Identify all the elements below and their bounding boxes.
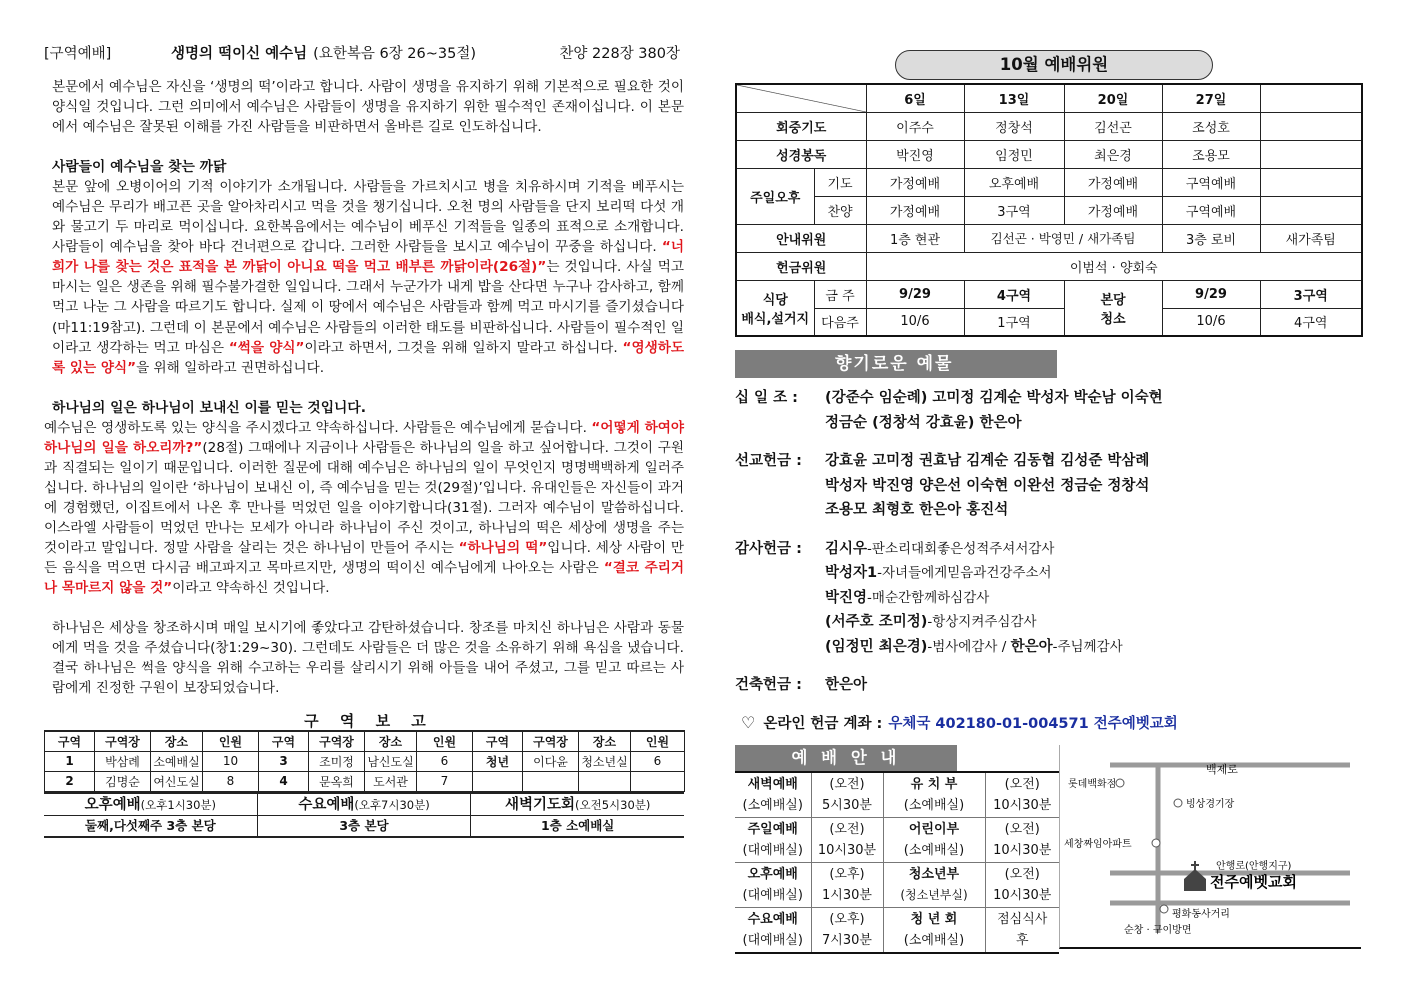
guide-title: 예 배 안 내	[735, 745, 957, 771]
duty-cell: 김선곤	[1064, 112, 1162, 140]
thanks-label: 감사헌금 :	[735, 540, 802, 557]
guide-main: (오전)	[1004, 866, 1040, 882]
report-cell: 소예배실	[151, 751, 203, 771]
corner-cell	[736, 84, 866, 112]
report-cell: 6	[631, 751, 685, 771]
sermon-paragraph-4: 하나님은 세상을 창조하시며 매일 보시기에 좋았다고 감탄하셨습니다. 창조를 마치신 하나님은 사람과 동물에게 먹을 것을 주셨습니다(창1:29~30). 그런데도 사람들은 더 많은 것을 소유하기 위해 욕심을 냈습니다. 결국 하나님은 썩을 양식을 위해 수고하는 우리를 살리시기 위해 아들을 내어 주셨고, 그를 믿고 따르는 사람에게 진정한 구원이 보장되었습니다.	[52, 620, 684, 697]
name-line	[825, 561, 1361, 586]
sub-label: 금 주	[814, 280, 866, 308]
duty-cell	[1260, 140, 1362, 168]
map-label-rink: 빙상경기장	[1186, 798, 1235, 810]
guide-and-map	[735, 745, 1361, 954]
report-cell: 2	[45, 771, 95, 791]
table-row	[736, 252, 1362, 280]
service-place: 3층 본당	[339, 817, 389, 833]
account-number: 우체국 402180-01-004571 전주예벳교회	[888, 715, 1178, 732]
guide-cell	[883, 772, 985, 818]
duty-cell	[1260, 196, 1362, 224]
guide-sub: 7시30분	[822, 932, 872, 948]
offerings-band: 향기로운 예물	[735, 350, 1057, 378]
guide-table	[735, 771, 1059, 954]
sermon-title: 생명의 떡이신 예수님	[171, 46, 308, 62]
clean-label-1: 본당	[1100, 292, 1126, 308]
row-label: 회중기도	[736, 112, 866, 140]
week-header: 20일	[1064, 84, 1162, 112]
district-report-title: 구 역 보 고	[304, 712, 434, 731]
tithe-row	[735, 386, 1361, 435]
name-line: 정금순 (정창석 강효윤) 한은아	[825, 414, 1022, 431]
guide-main: 주일예배	[747, 821, 798, 837]
table-row	[45, 771, 685, 791]
duty-cell: 박진영	[866, 140, 964, 168]
guide-cell	[811, 772, 883, 818]
guide-main: (오후)	[829, 866, 865, 882]
apt-marker	[1152, 839, 1160, 847]
cleaning-label	[1064, 280, 1162, 336]
guide-cell	[985, 907, 1059, 953]
church-icon	[1184, 861, 1206, 891]
duty-cell: 9/29	[866, 280, 964, 308]
guide-cell	[883, 907, 985, 953]
report-cell: 3	[259, 751, 309, 771]
donor: 김시우	[825, 540, 868, 557]
report-cell: 도서관	[365, 771, 417, 791]
duty-week-row	[736, 84, 1362, 112]
guide-sub: (소예배실)	[903, 932, 965, 948]
duty-title: 10월 예배위원	[895, 50, 1213, 80]
guide-sub: (대예배실)	[742, 842, 803, 858]
duty-cell: 1층 현관	[866, 224, 964, 252]
map-label-road-right: 안행로(안행지구)	[1216, 860, 1292, 872]
duty-table	[735, 83, 1363, 337]
table-row	[45, 751, 685, 771]
donor: (서주호 조미정)	[825, 614, 928, 630]
guide-cell	[883, 817, 985, 862]
report-cell: 박삼례	[95, 751, 151, 771]
duty-cell: 4구역	[1260, 308, 1362, 336]
duty-cell: 10/6	[866, 308, 964, 336]
service-time: (오후1시30분)	[140, 797, 217, 812]
guide-main: (오후)	[829, 911, 865, 927]
guide-main: (오전)	[1004, 776, 1040, 792]
sermon-heading-1: 사람들이 예수님을 찾는 까닭	[52, 159, 227, 176]
name-line	[825, 586, 1361, 611]
thanks-row	[735, 537, 1361, 660]
table-row	[735, 862, 1059, 907]
tithe-label: 십 일 조 :	[735, 390, 798, 406]
sermon-hymn: 찬양 228장 380장	[559, 46, 680, 62]
map-label-direction: 순창 · 구이방면	[1124, 924, 1192, 936]
report-cell: 청년	[473, 751, 523, 771]
service-title: 수요예배	[298, 796, 355, 813]
map-graphic	[1060, 745, 1362, 947]
guide-sub: (소예배실)	[903, 842, 965, 858]
duty-cell: 최은경	[1064, 140, 1162, 168]
report-cell: 이다윤	[523, 751, 579, 771]
guide-main: (오전)	[1004, 821, 1040, 837]
guide-cell	[735, 907, 811, 953]
sermon-paragraph-1: 본문에서 예수님은 자신을 ‘생명의 떡’이라고 합니다. 사람이 생명을 유지하기 위해 기본적으로 필요한 것이 양식일 것입니다. 그런 의미에서 예수님은 사람들이 생명을 유지하기 위한 필수적인 존재이십니다. 이 본문에서 예수님은 잘못된 이해를 가진 사람들을 비판하면서 올바른 길로 인도하십니다.	[52, 79, 684, 136]
guide-sub: 1시30분	[822, 887, 872, 903]
district-report-table	[44, 730, 685, 792]
service-time: (오후7시30분)	[354, 797, 430, 812]
report-cell: 1	[45, 751, 95, 771]
service-title: 오후예배	[84, 796, 141, 813]
service-afternoon	[44, 794, 258, 836]
guide-sub: (대예배실)	[742, 887, 803, 903]
map-label-junction: 평화동사거리	[1172, 908, 1230, 920]
row-label: 주일오후	[736, 168, 814, 224]
sermon-tag: [구역예배]	[44, 46, 112, 62]
mission-row	[735, 449, 1361, 523]
report-header: 장소	[365, 731, 417, 751]
duty-cell: 새가족팀	[1260, 224, 1362, 252]
service-time: (오전5시30분)	[575, 797, 651, 812]
online-account	[735, 712, 1361, 733]
guide-main: 어린이부	[908, 821, 960, 837]
guide-main: (오전)	[829, 776, 865, 792]
guide-sub: (소예배실)	[742, 797, 803, 813]
name-line: (강준수 임순례) 고미정 김계순 박성자 박순남 이숙현	[825, 390, 1163, 406]
report-cell: 4	[259, 771, 309, 791]
map-label-road-top: 백제로	[1206, 762, 1238, 776]
building-label: 건축헌금 :	[735, 677, 802, 693]
guide-cell	[735, 817, 811, 862]
p2-text-a: 본문 앞에 오병이어의 기적 이야기가 소개됩니다. 사람들을 가르치시고 병을 치유하시며 기적을 베푸시는 예수님은 무리가 배고픈 곳을 알아차리시고 먹을 것을 챙기십니다. 오천 명의 사람들을 단지 보리떡 다섯 개와 물고기 두 마리로 먹이십니다. 요한복음에서는 예수님이 베푸신 기적들을 일종의 표적으로 소개합니다. 사람들이 예수님을 찾아 바다 건너편으로 갑니다. 그러한 사람들을 보시고 예수님이 꾸중을 하십니다.	[52, 179, 684, 256]
report-cell: 남신도실	[365, 751, 417, 771]
name-line: 조용모 최형호 한은아 홍진석	[825, 502, 1009, 518]
p3-text-b: (28절) 그때에나 지금이나 사람들은 하나님의 일을 하고 싶어합니다. 그것이 구원과 직결되는 일이기 때문입니다. 이러한 질문에 대해 예수님은 하나님의 일이 무엇인지 명명백백하게 일러주십니다. 하나님의 일이란 ‘하나님이 보내신 이, 즉 예수님을 믿는 것(29절)’입니다. 유대인들은 자신들이 과거에 경험했던, 이집트에서 나온 후 만나를 먹었던 일을 이야기합니다(31절). 그러자 예수님이 말씀하십니다. 이스라엘 사람들이 먹었던 만나는 모세가 아니라 하나님이 주신 것이고, 하나님의 떡은 세상에 생명을 주는 것이라고 말입니다. 정말 사람을 살리는 것은 하나님이 만들어 주시는	[44, 439, 684, 556]
account-label: 온라인 헌금 계좌 :	[763, 715, 883, 732]
service-title: 새벽기도회	[504, 796, 576, 813]
report-header: 구역	[259, 731, 309, 751]
guide-cell	[735, 862, 811, 907]
donor-note: -판소리대회좋은성적주셔서감사	[867, 540, 1055, 557]
report-header: 장소	[151, 731, 203, 751]
duty-cell: 김선곤 · 박영민 / 새가족팀	[964, 224, 1162, 252]
report-cell: 7	[417, 771, 473, 791]
mission-label: 선교헌금 :	[735, 453, 802, 469]
row-label: 성경봉독	[736, 140, 866, 168]
dining-label-1: 식당	[762, 292, 788, 308]
guide-main: 수요예배	[747, 911, 798, 927]
donor-note: -범사에감사 /	[927, 638, 1011, 655]
duty-cell	[1260, 112, 1362, 140]
duty-cell: 가정예배	[866, 168, 964, 196]
name-line	[825, 610, 1361, 635]
duty-cell: 1구역	[964, 308, 1064, 336]
guide-sub: 10시30분	[993, 887, 1052, 903]
lotte-marker	[1116, 779, 1124, 787]
service-name	[44, 794, 257, 816]
week-header: 27일	[1162, 84, 1260, 112]
name-line	[825, 635, 1361, 660]
p3-quote-1: “어떻게 하여야 하나님의 일을 하오리까?”	[44, 419, 684, 456]
p2-text-d: 을 위해 일하라고 권면하십니다.	[136, 359, 325, 376]
donor: (임정민 최은경)	[825, 638, 928, 655]
report-cell: 조미정	[309, 751, 365, 771]
sermon-paragraph-3	[44, 418, 684, 598]
sermon-reference: (요한복음 6장 26~35절)	[313, 46, 477, 62]
guide-cell	[985, 772, 1059, 818]
guide-main: 청 년 회	[910, 911, 958, 927]
p2-text-b: 는 것입니다. 사실 먹고 마시는 일은 생존을 위해 필수불가결한 일입니다. 그래서 누군가가 내게 밥을 산다면 누구나 감사하고, 함께 먹고 나눈 그 사람을 따르기도 합니다. 실제 이 땅에서 예수님은 사람들과 함께 먹고 마시기를 즐기셨습니다(마11:19참고). 그런데 이 본문에서 예수님은 사람들의 이러한 태도를 비판하십니다. 사람들이 필수적인 일이라고 생각하는 먹고 마심은	[52, 259, 685, 356]
duty-cell: 구역예배	[1162, 196, 1260, 224]
report-header: 인원	[203, 731, 259, 751]
p2-quote-3: “영생하도록 있는 양식”	[52, 339, 684, 376]
service-place: 둘째,다섯째주 3층 본당	[84, 817, 216, 833]
donor: 박진영	[825, 589, 868, 606]
table-row	[736, 140, 1362, 168]
report-cell: 8	[203, 771, 259, 791]
service-name	[258, 794, 471, 816]
report-cell	[523, 771, 579, 791]
duty-cell: 이범석 · 양회숙	[866, 252, 1362, 280]
table-row	[735, 817, 1059, 862]
duty-cell: 4구역	[964, 280, 1064, 308]
guide-cell	[811, 817, 883, 862]
sub-label: 기도	[814, 168, 866, 196]
report-cell	[579, 771, 631, 791]
row-label: 헌금위원	[736, 252, 866, 280]
duty-cell: 3층 로비	[1162, 224, 1260, 252]
table-row	[735, 907, 1059, 953]
sermon-column	[44, 42, 684, 838]
duty-cell: 9/29	[1162, 280, 1260, 308]
service-name	[471, 794, 684, 816]
duty-cell: 조용모	[1162, 140, 1260, 168]
map-label-church: 전주예벳교회	[1210, 872, 1297, 891]
guide-main: 오후예배	[747, 866, 798, 882]
duty-cell: 가정예배	[1064, 196, 1162, 224]
week-header: 13일	[964, 84, 1064, 112]
row-label: 안내위원	[736, 224, 866, 252]
table-row	[736, 112, 1362, 140]
name-line: 박성자 박진영 양은선 이숙현 이완선 정금순 정창석	[825, 477, 1150, 494]
guide-sub: (대예배실)	[742, 932, 803, 948]
table-row	[736, 280, 1362, 308]
tithe-names	[825, 386, 1361, 435]
guide-cell	[883, 862, 985, 907]
guide-main: 점심식사	[997, 911, 1048, 927]
mission-names	[825, 449, 1361, 523]
duty-cell: 3구역	[1260, 280, 1362, 308]
report-cell: 김명순	[95, 771, 151, 791]
report-cell: 청소년실	[579, 751, 631, 771]
report-cell: 문옥희	[309, 771, 365, 791]
thanks-names	[825, 537, 1361, 660]
report-cell: 여신도실	[151, 771, 203, 791]
week-header	[1260, 84, 1362, 112]
rink-marker	[1174, 799, 1182, 807]
guide-cell	[811, 907, 883, 953]
junction-marker	[1160, 905, 1168, 913]
duty-cell: 이주수	[866, 112, 964, 140]
donor: 박성자1	[825, 565, 878, 581]
report-cell	[631, 771, 685, 791]
donor-note: -자녀들에게믿음과건강주소서	[877, 565, 1052, 581]
duty-cell: 3구역	[964, 196, 1064, 224]
p3-text-a: 예수님은 영생하도록 있는 양식을 주시겠다고 약속하십니다. 사람들은 예수님에게 묻습니다.	[44, 419, 587, 436]
duty-cell: 가정예배	[1064, 168, 1162, 196]
sub-label: 다음주	[814, 308, 866, 336]
duty-cell: 구역예배	[1162, 168, 1260, 196]
sub-label: 찬양	[814, 196, 866, 224]
table-row	[735, 772, 1059, 818]
heart-icon: ♡	[741, 712, 756, 732]
donor: 한은아	[1010, 638, 1053, 655]
duty-cell: 가정예배	[866, 196, 964, 224]
p3-text-c: 입니다. 세상 사람이 만든 음식을 먹으면 다시금 배고파지고 목마르지만, 생명의 떡이신 예수님에게 나아오는 사람은	[44, 539, 684, 577]
duty-cell	[1260, 168, 1362, 196]
report-header: 구역장	[523, 731, 579, 751]
guide-sub: 10시30분	[993, 842, 1052, 858]
name-line: 강효윤 고미정 권효남 김계순 김동협 김성준 박삼례	[825, 453, 1150, 469]
donor-note: -주님께감사	[1052, 638, 1123, 655]
report-header: 장소	[579, 731, 631, 751]
building-names: 한은아	[825, 677, 868, 693]
guide-cell	[985, 862, 1059, 907]
table-row	[736, 224, 1362, 252]
duty-cell: 조성호	[1162, 112, 1260, 140]
guide-cell	[735, 772, 811, 818]
report-header: 구역	[45, 731, 95, 751]
guide-main: (오전)	[829, 821, 865, 837]
name-line	[825, 537, 1361, 562]
duty-cell: 정창석	[964, 112, 1064, 140]
report-header-row	[45, 731, 685, 751]
p3-text-d: 이라고 약속하신 것입니다.	[172, 580, 330, 597]
week-header: 6일	[866, 84, 964, 112]
report-header: 인원	[631, 731, 685, 751]
sermon-heading-2: 하나님의 일은 하나님이 보내신 이를 믿는 것입니다.	[52, 399, 366, 416]
service-place: 1층 소예배실	[540, 817, 615, 833]
duty-cell: 10/6	[1162, 308, 1260, 336]
donor-note: -항상지켜주심감사	[927, 614, 1037, 630]
dining-label-2: 배식,설거지	[741, 311, 810, 327]
report-cell: 10	[203, 751, 259, 771]
guide-main: 유 치 부	[910, 776, 958, 792]
weekly-services-strip	[44, 792, 684, 838]
p3-quote-2: “하나님의 떡”	[458, 539, 548, 556]
duty-cell: 오후예배	[964, 168, 1064, 196]
guide-sub: 5시30분	[822, 797, 872, 813]
sermon-header	[44, 42, 684, 64]
report-header: 인원	[417, 731, 473, 751]
report-cell	[473, 771, 523, 791]
report-header: 구역장	[95, 731, 151, 751]
clean-label-2: 청소	[1100, 311, 1126, 327]
sermon-paragraph-2	[44, 177, 684, 377]
table-row	[736, 308, 1362, 336]
report-cell: 6	[417, 751, 473, 771]
report-header: 구역	[473, 731, 523, 751]
guide-sub: (청소년부실)	[900, 887, 968, 902]
guide-main: 청소년부	[908, 866, 960, 882]
p2-quote-2: “썩을 양식”	[228, 339, 305, 356]
guide-cell	[985, 817, 1059, 862]
guide-main: 새벽예배	[747, 776, 798, 792]
duty-cell: 임정민	[964, 140, 1064, 168]
service-dawn	[471, 794, 684, 836]
map-label-lotte: 롯데백화점	[1068, 778, 1117, 790]
guide-sub: 10시30분	[817, 842, 877, 858]
p2-quote-1: “너희가 나를 찾는 것은 표적을 본 까닭이 아니요 떡을 먹고 배부른 까닭이라(26절)”	[52, 239, 684, 276]
building-row	[735, 673, 1361, 698]
offerings-list	[735, 386, 1361, 698]
service-wednesday	[258, 794, 472, 836]
guide-sub: 10시30분	[993, 797, 1052, 813]
map-label-apt: 세창짜임아파트	[1064, 838, 1132, 850]
guide-sub: (소예배실)	[903, 797, 965, 813]
report-header: 구역장	[309, 731, 365, 751]
p2-text-c: 이라고 하면서, 그것을 위해 일하지 말라고 하십니다.	[304, 339, 618, 356]
table-row	[736, 168, 1362, 196]
guide-sub: 후	[1015, 932, 1029, 948]
location-map	[1059, 745, 1361, 949]
guide-cell	[811, 862, 883, 907]
p3-quote-3: “결코 주리거나 목마르지 않을 것”	[44, 560, 685, 597]
worship-guide	[735, 745, 1059, 954]
table-row	[736, 196, 1362, 224]
donor-note: -매순간함께하심감사	[867, 589, 990, 606]
info-column	[735, 50, 1361, 954]
dining-label	[736, 280, 814, 336]
